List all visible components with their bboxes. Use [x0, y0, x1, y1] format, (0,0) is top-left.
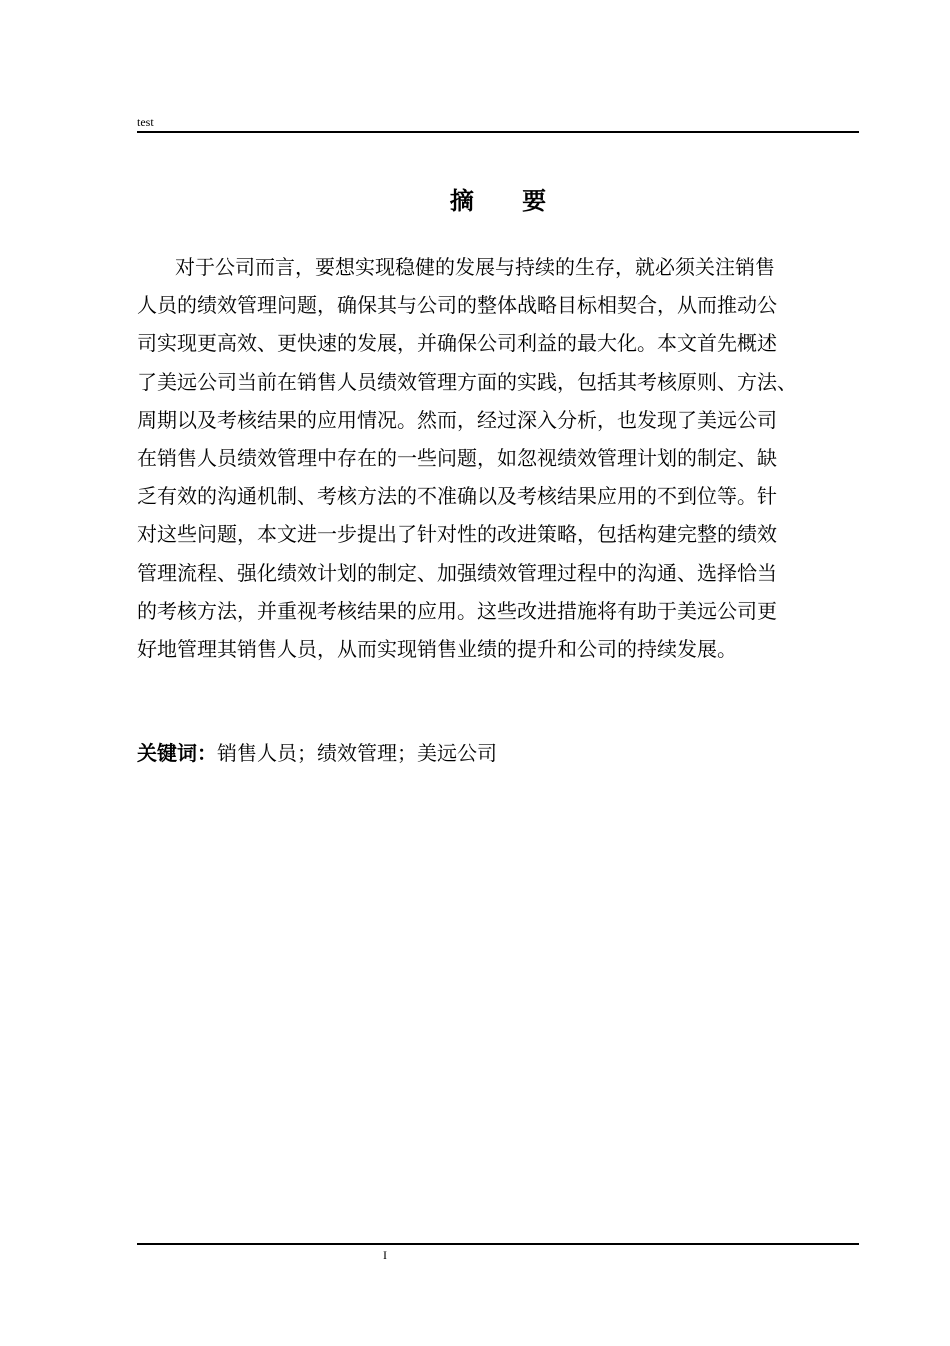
page-number: I	[383, 1248, 387, 1262]
keywords-value: 销售人员；绩效管理；美远公司	[217, 741, 497, 765]
abstract-line: 好地管理其销售人员，从而实现销售业绩的提升和公司的持续发展。	[137, 636, 737, 661]
header-rule	[137, 131, 859, 133]
abstract-line: 在销售人员绩效管理中存在的一些问题，如忽视绩效管理计划的制定、缺	[137, 445, 777, 470]
abstract-line: 了美远公司当前在销售人员绩效管理方面的实践，包括其考核原则、方法、	[137, 369, 797, 394]
keywords-line	[137, 736, 497, 770]
abstract-line: 人员的绩效管理问题，确保其与公司的整体战略目标相契合，从而推动公	[137, 293, 777, 318]
page-header-text: test	[137, 115, 154, 129]
abstract-line: 周期以及考核结果的应用情况。然而，经过深入分析，也发现了美远公司	[137, 407, 777, 432]
abstract-body	[137, 248, 859, 668]
footer-rule	[137, 1243, 859, 1245]
abstract-line: 的考核方法，并重视考核结果的应用。这些改进措施将有助于美远公司更	[137, 598, 777, 623]
abstract-line: 乏有效的沟通机制、考核方法的不准确以及考核结果应用的不到位等。针	[137, 484, 777, 509]
keywords-label: 关键词：	[137, 741, 217, 765]
abstract-line: 司实现更高效、更快速的发展，并确保公司利益的最大化。本文首先概述	[137, 331, 777, 356]
abstract-title: 摘 要	[449, 187, 567, 215]
abstract-line: 管理流程、强化绩效计划的制定、加强绩效管理过程中的沟通、选择恰当	[137, 560, 777, 585]
abstract-line: 对于公司而言，要想实现稳健的发展与持续的生存，就必须关注销售	[175, 255, 775, 279]
abstract-line: 对这些问题，本文进一步提出了针对性的改进策略，包括构建完整的绩效	[137, 522, 777, 547]
